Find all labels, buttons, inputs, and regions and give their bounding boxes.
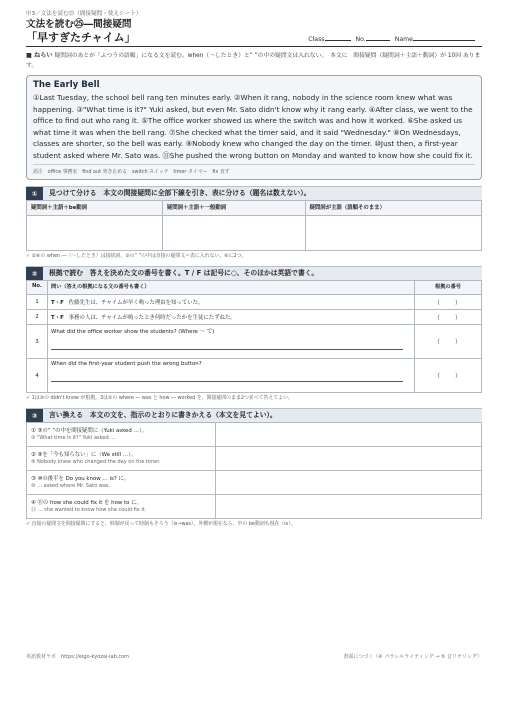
- section-3-note: ✓ 直接の疑問文を間接疑問にすると、時制が戻って時制もそろう（is→was）。外側が現在なら、中の be動詞も現在（is）。: [26, 521, 296, 528]
- no-blank[interactable]: [366, 34, 390, 41]
- table-row: [27, 295, 482, 310]
- instruction-cell: [27, 471, 216, 495]
- evidence-answer[interactable]: （ ）: [415, 325, 482, 359]
- rewrite-answer-cell[interactable]: [216, 495, 482, 519]
- instruction-text: ① ③の“ ”の中を間接疑問に（Yuki asked …）。: [31, 428, 147, 435]
- section-1-title: 見つけて分ける 本文の間接疑問に全部下線を引き、表に分ける（題名は数えない）。: [49, 189, 311, 198]
- question-cell: [48, 325, 415, 359]
- table-row: [27, 423, 482, 447]
- table-row: [27, 471, 482, 495]
- answer-line[interactable]: [51, 339, 403, 350]
- aim-box: [26, 51, 482, 71]
- evidence-answer[interactable]: （ ）: [415, 295, 482, 310]
- story-box: [26, 75, 482, 180]
- series-line: 中3／文法を読む㉕（間接疑問・使えシート）: [26, 11, 142, 17]
- answer-line[interactable]: [51, 371, 403, 382]
- question-text: 佐藤先生は、チャイムが早く鳴った理由を知っていた。: [68, 300, 204, 307]
- name-label: Name: [394, 36, 413, 43]
- table-row: [27, 447, 482, 471]
- true-false-choice[interactable]: T・F: [51, 315, 64, 322]
- table-row: [27, 325, 482, 359]
- title-row: [26, 31, 482, 47]
- instruction-text: ② ⑨を「今も知らない」に（We still …）。: [31, 452, 137, 459]
- section-3-number: ③: [26, 409, 43, 422]
- rewrite-answer-cell[interactable]: [216, 423, 482, 447]
- glossary: 語注 office 事務室 find out 突き止める switch スイッチ timer タイマー fix 直す: [33, 164, 475, 176]
- section-2-header: [26, 266, 482, 280]
- col-be-verb: 疑問詞＋主語＋be動詞: [27, 201, 163, 216]
- row-number: 2: [27, 310, 48, 325]
- section-3-title: 言い換える 本文の文を、指示のとおりに書きかえる（本文を見てよい）。: [49, 411, 277, 420]
- no-label: No.: [355, 36, 366, 43]
- rewrite-table: [26, 422, 482, 519]
- worksheet-title: 文法を読む㉕―間接疑問: [26, 19, 132, 30]
- col-no: No.: [27, 281, 48, 295]
- col-evidence: 根拠の番号: [415, 281, 482, 295]
- class-blank[interactable]: [325, 34, 351, 41]
- section-1-number: ①: [26, 187, 43, 200]
- row-number: 4: [27, 359, 48, 393]
- answer-cell-be-verb[interactable]: [27, 216, 163, 251]
- answer-cell-wh-subject[interactable]: [305, 216, 481, 251]
- aim-text: 疑問詞のあとが「ふつうの語順」になる文を読む。when（〜したとき）と“ ”の中の疑問文は入れない。 本文に 間接疑問（疑問詞＋主語＋動詞）が 10回 あります。: [26, 53, 481, 69]
- section-1-header: [26, 186, 482, 200]
- question-text: When did the first-year student push the wrong button?: [51, 361, 202, 368]
- question-cell: [48, 295, 415, 310]
- evidence-table: [26, 280, 482, 393]
- instruction-text: ③ ⑩の後半を Do you know … is? に。: [31, 476, 130, 483]
- answer-cell-general-verb[interactable]: [162, 216, 305, 251]
- section-2-note: ✓ 1は③の didn't know が根拠。3は⑤の where ― was と how ― worked を、間接疑問のまま2つ並べて答えてよい。: [26, 395, 293, 402]
- evidence-answer[interactable]: （ ）: [415, 359, 482, 393]
- table-row: [27, 310, 482, 325]
- story-text: ①Last Tuesday, the school bell rang ten minutes early. ②When it rang, nobody in the science room knew what was happening. ③"What time is it?" Yuki asked, but even Mr. Sato didn't know why it rang early. ④After class, we went to the office to find out who rang it. ⑤The office worker showed us where the switch was and how it worked. ⑥She asked us what time it was when the bell rang. ⑦She checked what the timer said, and it said "Wednesday." ⑧On Wednesdays, classes are shorter, so the bell was early. ⑨Nobody knew who changed the day on the timer. ⑩Just then, a first-year student asked where Mr. Sato was. ⑪She pushed the wrong button on Monday and wanted to know how she could fix it.: [33, 93, 473, 160]
- rewrite-answer-cell[interactable]: [216, 447, 482, 471]
- section-3-header: [26, 408, 482, 422]
- question-text: What did the office worker show the students? (Where 〜 で): [51, 329, 215, 336]
- row-number: 3: [27, 325, 48, 359]
- instruction-text: ④ ⑪の how she could fix it を how to に。: [31, 500, 142, 507]
- source-sentence: ③ "What time is it?" Yuki asked. …: [31, 435, 117, 442]
- section-1-note: ✓ ②⑥の when ―（〜したとき）は接続詞。③の“ ”の中は直接の疑問文＝表に入れない。⑥に2つ。: [26, 253, 247, 260]
- table-row: [27, 359, 482, 393]
- worksheet-subtitle: 「早すぎたチャイム」: [26, 31, 136, 44]
- question-cell: [48, 359, 415, 393]
- row-number: 1: [27, 295, 48, 310]
- rewrite-answer-cell[interactable]: [216, 471, 482, 495]
- student-info: [308, 34, 478, 44]
- class-label: Class: [308, 36, 325, 43]
- col-general-verb: 疑問詞＋主語＋一般動詞: [162, 201, 305, 216]
- instruction-cell: [27, 495, 216, 519]
- question-cell: [48, 310, 415, 325]
- source-sentence: ⑪ … she wanted to know how she could fix it.: [31, 507, 147, 514]
- col-question: 問い（答えの根拠になる文の番号も書く）: [48, 281, 415, 295]
- source-sentence: ⑨ Nobody knew who changed the day on the timer.: [31, 459, 161, 466]
- true-false-choice[interactable]: T・F: [51, 300, 64, 307]
- source-sentence: ⑩ … asked where Mr. Sato was.: [31, 483, 111, 490]
- footer-left: 英語教材ラボ https://eigo-kyozai-lab.com: [26, 654, 130, 660]
- section-2-number: ②: [26, 267, 43, 280]
- question-text: 事務の人は、チャイムが鳴ったとき何時だったかを生徒にたずねた。: [68, 315, 236, 322]
- table-row: [27, 495, 482, 519]
- classification-table: [26, 200, 482, 251]
- footer-right: 書面につづく（④ パラレルライティング → ⑤ 音リテリング）: [343, 654, 482, 660]
- instruction-cell: [27, 423, 216, 447]
- aim-label: ■ ねらい: [26, 52, 53, 59]
- col-wh-subject: 疑問詞が主語（語順そのまま）: [305, 201, 481, 216]
- page-footer: [26, 653, 482, 660]
- story-title: The Early Bell: [33, 80, 100, 90]
- evidence-answer[interactable]: （ ）: [415, 310, 482, 325]
- section-2-title: 根拠で読む 答えを決めた文の番号を書く。T / F は記号に○、そのほかは英語で書く。: [49, 269, 319, 278]
- instruction-cell: [27, 447, 216, 471]
- name-blank[interactable]: [413, 34, 475, 41]
